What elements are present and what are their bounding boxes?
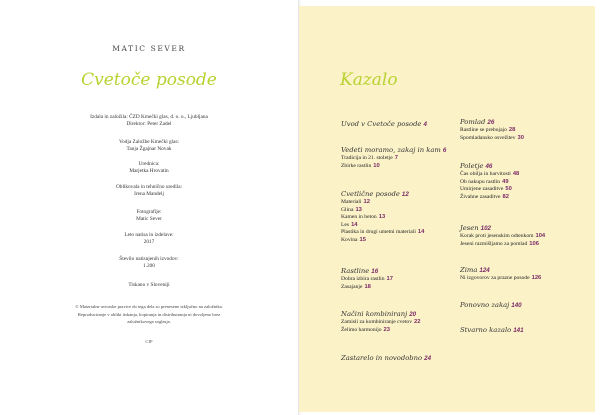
- toc-entry-label: Ni izgovorov za prazne posode: [460, 275, 530, 281]
- imprint-page: [0, 0, 299, 415]
- toc-page-number: 13: [378, 214, 386, 221]
- toc-entry[interactable]: [460, 135, 524, 143]
- colophon-block: [40, 114, 258, 129]
- toc-entry-label: Zbirke rastlin: [341, 162, 372, 169]
- colophon-block: [40, 282, 258, 289]
- toc-section: [460, 266, 541, 283]
- toc-page-number: 26: [487, 119, 495, 126]
- toc-entry-label: Les: [341, 221, 350, 228]
- toc-section-heading[interactable]: [341, 146, 446, 155]
- copyright-note: [45, 303, 253, 326]
- toc-entry[interactable]: [341, 214, 424, 222]
- toc-section-title: Pomlad: [460, 118, 486, 126]
- toc-entry-label: Kamen in beton: [341, 214, 377, 221]
- toc-page-number: 4: [423, 121, 427, 128]
- toc-entry-label: Zasajanje: [341, 283, 363, 290]
- colophon-line: 1.200: [143, 263, 155, 270]
- contents-title: Kazalo: [340, 70, 398, 90]
- toc-page-number: 14: [417, 229, 425, 236]
- toc-section: [460, 162, 519, 201]
- book-title: Cvetoče posode: [81, 70, 217, 90]
- toc-entry-label: Rastline se prebujajo: [460, 127, 507, 133]
- colophon-line: Fotografije:: [136, 209, 162, 215]
- toc-page-number: 48: [512, 171, 520, 177]
- toc-page-number: 20: [409, 311, 417, 318]
- toc-entry-label: Zamisli za kombiniranje cvetov: [341, 319, 412, 325]
- toc-page-number: 28: [508, 127, 516, 133]
- colophon-line: Tiskano v Sloveniji: [128, 282, 170, 288]
- toc-entry[interactable]: [341, 327, 420, 335]
- toc-section: [341, 146, 446, 170]
- toc-page-number: 15: [359, 236, 366, 243]
- cip-label: CIP: [145, 339, 153, 344]
- toc-section-heading[interactable]: [460, 266, 541, 275]
- toc-entry-label: Umirjene zasaditve: [460, 186, 504, 193]
- toc-page-number: 14: [351, 221, 358, 228]
- toc-section-title: Poletje: [460, 162, 484, 170]
- toc-section-heading[interactable]: [341, 190, 424, 199]
- colophon-line: Izdala in založila: ČZD Kmečki glas, d. o. o., Ljubljana: [90, 114, 208, 120]
- colophon-line: Tanja Žgajnar Novak: [126, 146, 172, 153]
- toc-entry[interactable]: [460, 186, 519, 194]
- toc-page-number: 16: [371, 268, 379, 275]
- toc-entry[interactable]: [341, 222, 424, 230]
- toc-entry[interactable]: [460, 179, 519, 187]
- colophon-block: [40, 209, 258, 224]
- colophon-block: [40, 139, 258, 154]
- copyright-line: Reproduciranje v obliki tiskanja, kopiranja in distribuiranja ni dovoljeno brez: [77, 311, 221, 317]
- toc-entry-label: Dobra izbira rastlin: [341, 276, 385, 282]
- toc-section: [460, 224, 545, 248]
- toc-page-number: 7: [394, 155, 398, 161]
- copyright-line: založnikovega soglasja.: [127, 319, 171, 324]
- toc-section-title: Rastline: [341, 267, 370, 275]
- colophon-line: Število natisnjenih izvodov:: [119, 256, 179, 262]
- toc-section-heading[interactable]: [460, 326, 524, 335]
- toc-entry-label: Jeseni razmišljamo za pomlad: [460, 240, 528, 247]
- toc-section: [341, 310, 420, 334]
- toc-entry[interactable]: [460, 127, 524, 135]
- colophon-block: [40, 184, 258, 199]
- toc-page-number: 22: [414, 319, 421, 325]
- toc-page-number: 106: [529, 240, 539, 247]
- toc-page-number: 124: [479, 267, 490, 274]
- toc-page-number: 50: [505, 186, 512, 193]
- toc-section-title: Cvetlične posode: [341, 190, 400, 198]
- toc-section-heading[interactable]: [460, 118, 524, 127]
- toc-page-number: 24: [424, 355, 432, 362]
- toc-page-number: 12: [401, 191, 409, 198]
- colophon-line: Urednica:: [138, 161, 160, 167]
- toc-page-number: 140: [511, 302, 522, 309]
- toc-entry[interactable]: [460, 194, 519, 202]
- colophon-line: Matic Sever: [136, 216, 162, 223]
- toc-entry-label: Plastika in drugi umetni materiali: [341, 229, 416, 236]
- colophon-line: Vodja Založbe Kmečki glas:: [118, 139, 180, 145]
- toc-page-number: 30: [517, 134, 524, 141]
- toc-entry-label: Tradicija in 21. stoletje: [341, 155, 393, 161]
- toc-section-heading[interactable]: [341, 310, 420, 319]
- toc-entry[interactable]: [341, 207, 424, 215]
- toc-entry-label: Spomladansko osvežitev: [460, 134, 516, 141]
- toc-entry-label: Čas obilja in barvitosti: [460, 171, 511, 177]
- toc-page-number: 126: [531, 275, 542, 281]
- toc-section-title: Jesen: [460, 224, 479, 232]
- toc-entry[interactable]: [341, 237, 424, 245]
- toc-entry[interactable]: [341, 229, 424, 237]
- colophon-block: [40, 256, 258, 271]
- toc-section-title: Zastarelo in novodobno: [341, 354, 423, 362]
- toc-page-number: 104: [535, 233, 546, 239]
- toc-section: [460, 118, 524, 142]
- toc-page-number: 49: [502, 178, 509, 185]
- toc-page-number: 46: [485, 163, 493, 170]
- toc-section-heading[interactable]: [341, 354, 431, 363]
- colophon-line: 2017: [143, 239, 155, 246]
- colophon-line: Irena Mandelj: [134, 191, 164, 198]
- toc-section: [341, 354, 431, 363]
- toc-entry[interactable]: [460, 171, 519, 179]
- toc-section-heading[interactable]: [460, 162, 519, 171]
- toc-entry[interactable]: [460, 241, 545, 249]
- toc-section: [341, 267, 393, 291]
- toc-section-title: Vedeti moramo, zakaj in kam: [341, 146, 441, 154]
- toc-entry[interactable]: [341, 319, 420, 327]
- toc-page-number: 10: [373, 162, 380, 169]
- toc-page-number: 17: [386, 276, 393, 282]
- toc-page-number: 82: [502, 193, 509, 200]
- toc-section: [341, 120, 427, 129]
- toc-section-title: Načini kombiniranj: [341, 310, 408, 318]
- toc-page-number: 13: [355, 206, 362, 213]
- colophon-line: Direktor: Peter Zadel: [126, 121, 172, 128]
- toc-entry[interactable]: [341, 155, 446, 163]
- toc-section: [460, 301, 522, 310]
- toc-section-title: Ponovno zakaj: [460, 301, 510, 309]
- toc-entry-label: Korak proti jesenskim odtenkom: [460, 233, 534, 239]
- colophon-line: Marjetka Hrovatin: [129, 168, 169, 175]
- toc-section-heading[interactable]: [460, 301, 522, 310]
- toc-section: [460, 326, 524, 335]
- toc-section-heading[interactable]: [341, 267, 393, 276]
- colophon-block: [40, 161, 258, 176]
- toc-entry[interactable]: [341, 276, 393, 284]
- toc-page-number: 6: [442, 147, 447, 154]
- toc-entry-label: Živahne zasaditve: [460, 193, 501, 200]
- toc-entry[interactable]: [460, 275, 541, 283]
- colophon-line: Leto natisa in izdelave:: [124, 232, 174, 238]
- colophon-block: [40, 232, 258, 247]
- toc-section-heading[interactable]: [460, 224, 545, 233]
- toc-entry[interactable]: [460, 233, 545, 241]
- toc-entry[interactable]: [341, 284, 393, 292]
- toc-section-title: Zima: [460, 266, 478, 274]
- toc-entry[interactable]: [341, 163, 446, 171]
- toc-section-title: Uvod v Cvetoče posode: [341, 120, 422, 128]
- toc-section: [341, 190, 424, 245]
- copyright-line: © Materialne avtorske pravice do tega dela so prenesene izključno na založnika.: [75, 304, 223, 309]
- author-name: MATIC SEVER: [112, 44, 186, 53]
- toc-entry-label: Ob nakupu rastlin: [460, 178, 501, 185]
- toc-entry-label: Materiali: [341, 199, 362, 205]
- toc-page-number: 102: [480, 225, 491, 232]
- toc-page-number: 23: [383, 326, 390, 333]
- toc-entry-label: Kovina: [341, 236, 358, 243]
- toc-entry[interactable]: [341, 199, 424, 207]
- colophon-line: Oblikovala in tehnično uredila:: [115, 184, 183, 190]
- toc-entry-label: Želimo harmonijo: [341, 326, 382, 333]
- toc-page-number: 12: [363, 199, 370, 205]
- toc-entry-label: Glina: [341, 206, 354, 213]
- toc-section-heading[interactable]: [341, 120, 427, 129]
- toc-section-title: Stvarno kazalo: [460, 326, 512, 334]
- toc-page-number: 141: [513, 327, 524, 334]
- toc-page-number: 18: [364, 283, 371, 290]
